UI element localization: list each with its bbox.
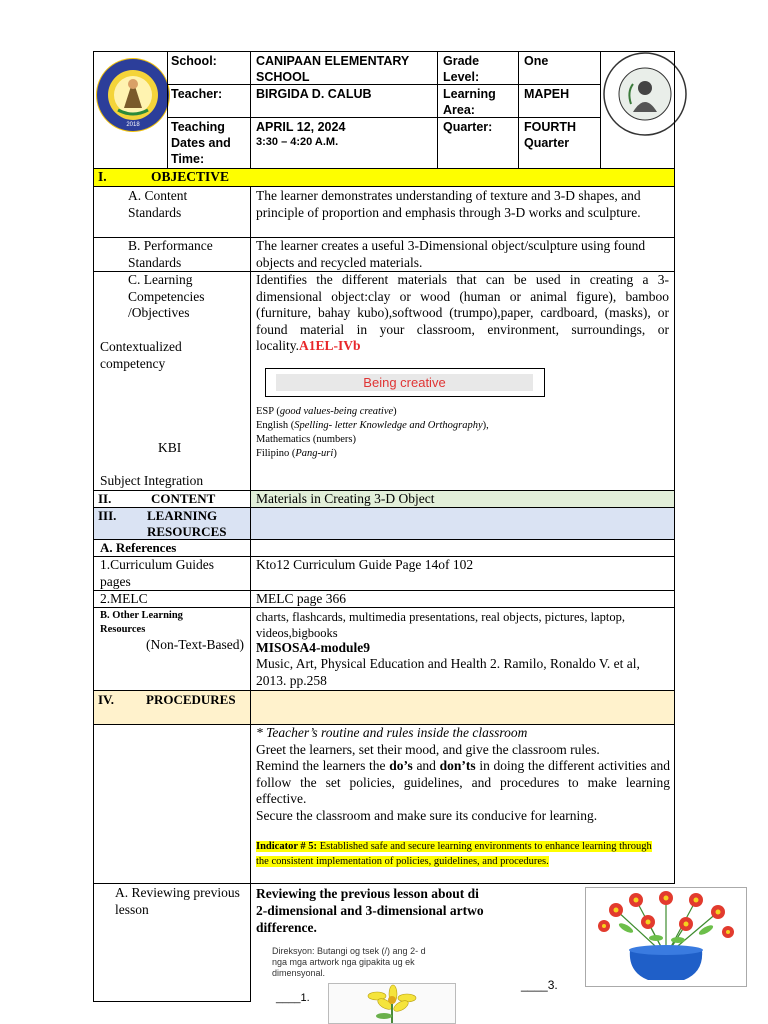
- performance-standards-label: B. Performance Standards: [128, 238, 213, 270]
- resources-heading-bg-right: [251, 508, 674, 539]
- kbi-text: Being creative: [276, 374, 533, 391]
- routine-title: * Teacher’s routine and rules inside the classroom: [256, 725, 528, 740]
- indicator-text: Established safe and secure learning environments to enhance learning through the consistent implementation of policies, guidelines, and procedures.: [256, 841, 652, 867]
- teacher-value: BIRGIDA D. CALUB: [256, 87, 372, 101]
- integration-english: English (Spelling- letter Knowledge and Orthography),: [256, 420, 489, 431]
- learning-area-label: Learning Area:: [443, 87, 496, 117]
- references-label: A. References: [100, 540, 177, 555]
- indicator-block: [256, 840, 658, 869]
- reviewing-lesson-label: A. Reviewing previous lesson: [115, 885, 240, 917]
- other-resources-text: charts, flashcards, multimedia presentations, real objects, pictures, laptop, videos,bigbooks: [256, 610, 625, 640]
- quarter-value: FOURTH Quarter: [524, 120, 577, 150]
- procedures-heading: PROCEDURES: [146, 692, 236, 707]
- school-label: School:: [171, 54, 217, 68]
- date-value: APRIL 12, 2024: [256, 120, 346, 134]
- objective-heading: OBJECTIVE: [151, 169, 230, 184]
- school-value: CANIPAAN ELEMENTARY SCHOOL: [256, 54, 410, 84]
- direction-text: Direksyon: Butangi og tsek (/) ang 2- d nga mga artwork nga gipakita ug ek dimensyonal.: [272, 946, 426, 978]
- teaching-dates-label: Teaching Dates and Time:: [171, 120, 231, 166]
- resources-heading: LEARNING RESOURCES: [147, 508, 227, 539]
- item-1-blank: ____1.: [276, 992, 310, 1004]
- learning-area-value: MAPEH: [524, 87, 570, 101]
- teacher-label: Teacher:: [171, 87, 223, 101]
- kbi-box: [265, 368, 545, 397]
- indicator-label: Indicator # 5:: [256, 841, 318, 852]
- book-reference: Music, Art, Physical Education and Health 2. Ramilo, Ronaldo V. et al, 2013. pp.258: [256, 656, 640, 688]
- learning-competencies-text: [256, 272, 669, 355]
- content-standards-label: A. Content Standards: [128, 188, 188, 220]
- routine-line-3: Secure the classroom and make sure its conducive for learning.: [256, 807, 598, 823]
- content-text: Materials in Creating 3-D Object: [256, 491, 435, 506]
- integration-math: Mathematics (numbers): [256, 434, 357, 445]
- red-flowers-pot-image: [585, 887, 747, 987]
- quarter-label: Quarter:: [443, 120, 493, 134]
- content-heading: CONTENT: [151, 491, 216, 506]
- content-number: II.: [98, 491, 112, 506]
- subject-integration-list: [256, 405, 656, 461]
- competency-text: Identifies the different materials that can be used in creating a 3-dimensional object:clay or wood (human or animal figure), bamboo (furniture, bahay kubo),softwood (trumpo),paper, cardboard, (masks), or found material in your classroom, environment, surroundings, or locality.: [256, 272, 669, 353]
- contextualized-label: Contextualized competency: [100, 339, 182, 371]
- grade-value: One: [524, 54, 549, 68]
- time-value: 3:30 – 4:20 A.M.: [256, 136, 339, 148]
- procedures-heading-bg-right: [251, 691, 674, 724]
- logo-year-text: 2018: [126, 122, 140, 128]
- kbi-label: KBI: [158, 440, 182, 455]
- grade-label: Grade Level:: [443, 54, 480, 84]
- integration-filipino: Filipino (Pang-uri): [256, 448, 337, 459]
- content-standards-text: The learner demonstrates understanding of texture and 3-D shapes, and principle of proportion and emphasis through 3-D works and sculpture.: [256, 188, 641, 220]
- procedures-number: IV.: [98, 692, 115, 707]
- other-resources-label: B. Other Learning Resources: [100, 610, 183, 635]
- yellow-flower-image: [328, 983, 456, 1024]
- melc-label: 2.MELC: [100, 591, 148, 606]
- routine-line-1: Greet the learners, set their mood, and give the classroom rules.: [256, 741, 600, 757]
- module-text: MISOSA4-module9: [256, 640, 371, 655]
- non-text-label: (Non-Text-Based): [146, 637, 245, 652]
- melc-text: MELC page 366: [256, 591, 346, 606]
- competency-code: A1EL-IVb: [299, 338, 361, 353]
- routine-block: [256, 725, 670, 824]
- integration-esp: ESP (good values-being creative): [256, 406, 397, 417]
- resources-number: III.: [98, 508, 117, 523]
- routine-line-2: Remind the learners the do’s and don’ts in doing the different activities and follow the set policies, guidelines, and procedures to make learning effective.: [256, 758, 670, 806]
- reviewing-lesson-text: Reviewing the previous lesson about di 2-dimensional and 3-dimensional artwo difference.: [256, 886, 484, 935]
- curriculum-guides-label: 1.Curriculum Guides pages: [100, 557, 214, 589]
- item-3-blank: ____3.: [521, 978, 558, 992]
- subject-integration-label: Subject Integration: [100, 473, 204, 488]
- learning-competencies-label: C. Learning Competencies /Objectives: [128, 272, 205, 320]
- objective-number: I.: [98, 169, 107, 184]
- district-logo: [96, 58, 170, 132]
- curriculum-guides-text: Kto12 Curriculum Guide Page 14of 102: [256, 557, 474, 572]
- performance-standards-text: The learner creates a useful 3-Dimensional object/sculpture using found objects and recycled materials.: [256, 238, 646, 270]
